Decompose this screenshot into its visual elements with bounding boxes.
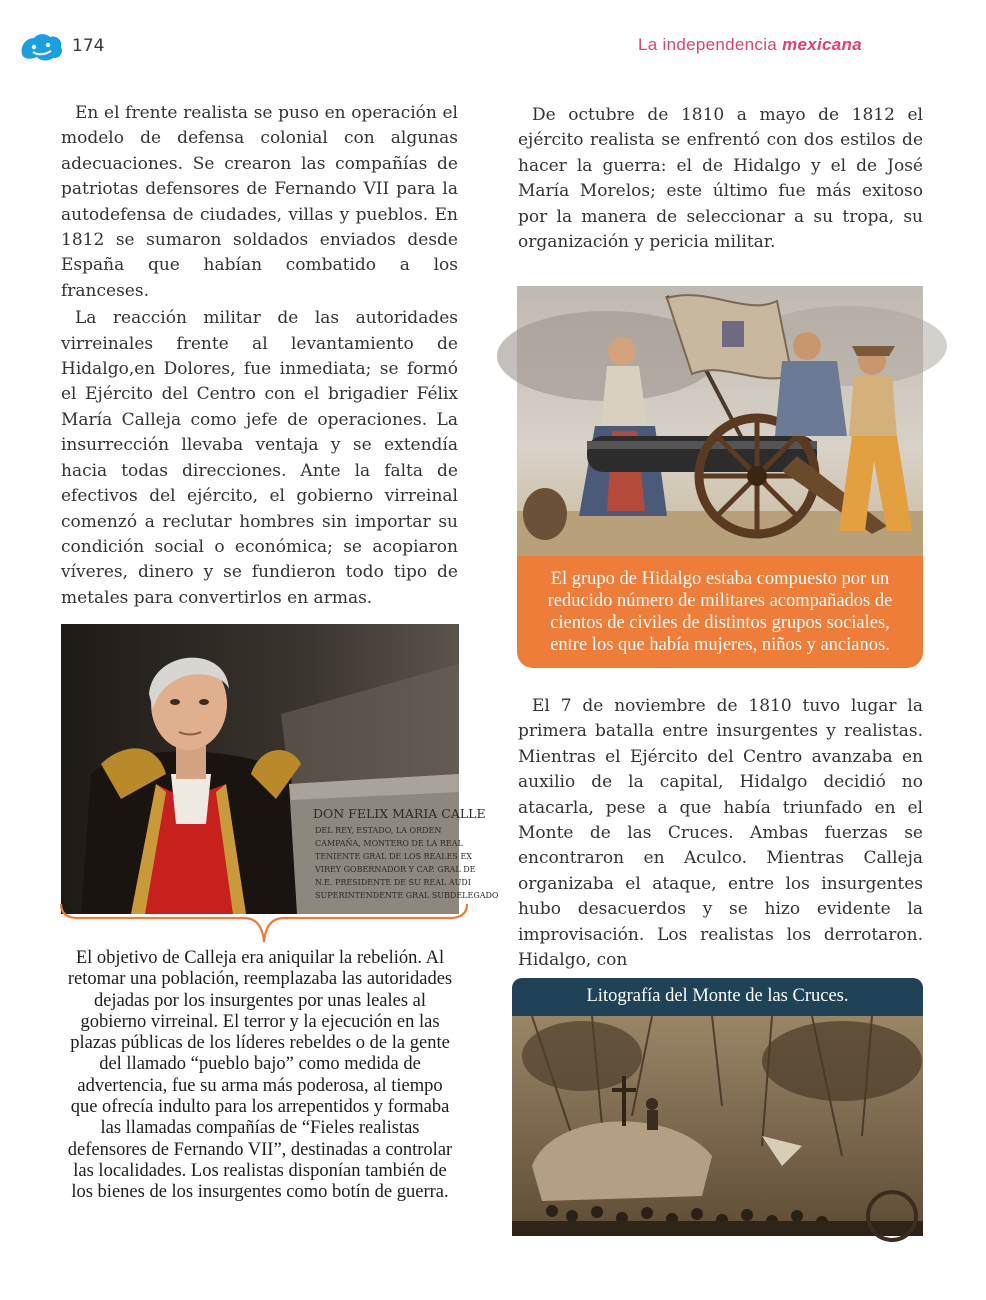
calleja-caption: El objetivo de Calleja era aniquilar la rebelión. Al retomar una población, reemplazaba las autoridades dejadas por los insurgentes por unas leales al gobierno virreinal. El terror y la ejecución en las plazas públicas de los líderes rebeldes o de la gente del llamado “pueblo bajo” como medida de advertencia, fue su arma más poderosa, al tiempo que ofrecía indulto para los arrepentidos y formaba las llamadas compañías de “Fieles realistas defensores de Fernando VII”, destinadas a controlar las localidades. Los realistas disponían también de los bienes de los insurgentes como botín de guerra. — [67, 948, 453, 1203]
left-column — [61, 101, 458, 611]
running-head — [638, 35, 862, 55]
inscription-line: VIREY GOBERNADOR Y CAP. GRAL DE — [315, 865, 476, 874]
calleja-portrait — [61, 624, 499, 914]
inscription-line: TENIENTE GRAL DE LOS REALES EX — [315, 852, 472, 861]
paragraph: La reacción militar de las autoridades virreinales frente al levantamiento de Hidalgo,en Dolores, fue inmediata; se formó el Ejército del Centro con el brigadier Félix María Calleja como jefe de operaciones. La insurrección llevaba ventaja y se extendía hacia todas direcciones. Ante la falta de efectivos del ejército, el gobierno virreinal comenzó a reclutar hombres sin importar su condición social o económica; se acopiaron víveres, dinero y se fundieron todo tipo de metales para convertirlos en armas. — [61, 308, 458, 608]
inscription-line: DON FELIX MARIA CALLE — [313, 806, 486, 821]
inscription-line: SUPERINTENDENTE GRAL SUBDELEGADO — [315, 891, 499, 900]
hidalgo-group-illustration — [517, 286, 923, 556]
monte-cruces-lithograph — [512, 1016, 923, 1236]
running-head-emphasis: mexicana — [782, 35, 862, 54]
page-number: 174 — [72, 36, 105, 56]
paragraph: De octubre de 1810 a mayo de 1812 el ejército realista se enfrentó con dos estilos de hacer la guerra: el de Hidalgo y el de José María Morelos; este último fue más exitoso por la manera de seleccionar a su tropa, su organización y pericia militar. — [518, 105, 923, 253]
right-column-bottom — [518, 694, 923, 973]
inscription-line: N.E. PRESIDENTE DE SU REAL AUDI — [315, 878, 471, 887]
paragraph: En el frente realista se puso en operación el modelo de defensa colonial con algunas adecuaciones. Se crearon las compañías de patriotas defensores de Fernando VII para la autodefensa de ciudades, villas y pueblos. En 1812 se sumaron soldados enviados desde España que habían combatido a los franceses. — [61, 103, 458, 301]
plaque-inscription — [313, 806, 499, 900]
right-column-top — [518, 103, 923, 255]
hidalgo-group-caption: El grupo de Hidalgo estaba compuesto por un reducido número de militares acompañados de cientos de civiles de distintos grupos sociales, entre los que había mujeres, niños y ancianos. — [517, 556, 923, 668]
paragraph: El 7 de noviembre de 1810 tuvo lugar la primera batalla entre insurgentes y realistas. Mientras el Ejército del Centro avanzaba en auxilio de la capital, Hidalgo decidió no atacarla, pese a que había triunfado en el Monte de las Cruces. Ambas fuerzas se encontraron en Aculco. Mientras Calleja organizaba el ataque, entre los insurgentes hubo desacuerdos y se hizo evidente la improvisación. Los realistas los derrotaron. Hidalgo, con — [518, 696, 923, 971]
inscription-line: DEL REY, ESTADO, LA ORDEN — [315, 826, 442, 835]
running-head-plain: La independencia — [638, 35, 778, 54]
inscription-line: CAMPAÑA, MONTERO DE LA REAL — [315, 839, 463, 848]
blue-logo-icon — [20, 32, 64, 62]
lithograph-title: Litografía del Monte de las Cruces. — [512, 978, 923, 1016]
caption-brace — [58, 902, 470, 952]
